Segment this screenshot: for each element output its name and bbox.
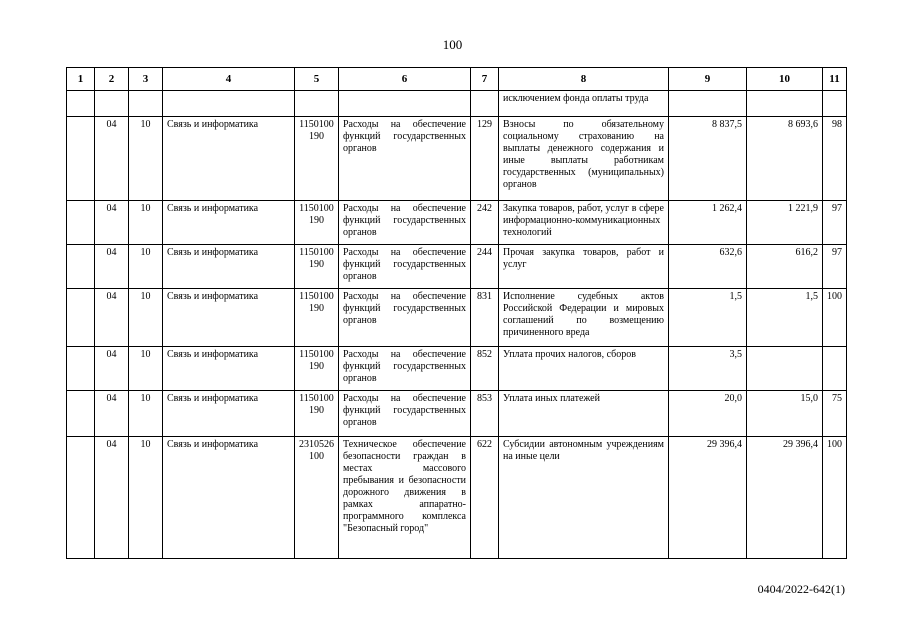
table-cell-col-1 xyxy=(67,201,95,245)
table-cell-col-10: 29 396,4 xyxy=(747,437,823,559)
header-col-9: 9 xyxy=(669,68,747,91)
header-col-4: 4 xyxy=(163,68,295,91)
table-cell-col-10: 15,0 xyxy=(747,391,823,437)
table-cell-col-5: 1150100190 xyxy=(295,391,339,437)
table-cell-col-2: 04 xyxy=(95,347,129,391)
table-cell-col-10 xyxy=(747,91,823,117)
table-cell-col-10: 1,5 xyxy=(747,289,823,347)
table-cell-col-4: Связь и информатика xyxy=(163,201,295,245)
table-cell-col-9: 8 837,5 xyxy=(669,117,747,201)
table-cell-col-4: Связь и информатика xyxy=(163,391,295,437)
table-cell-col-10: 616,2 xyxy=(747,245,823,289)
table-cell-col-7: 622 xyxy=(471,437,499,559)
table-cell-col-8: исключением фонда оплаты труда xyxy=(499,91,669,117)
table-body xyxy=(67,91,847,559)
table-cell-col-10: 8 693,6 xyxy=(747,117,823,201)
table-cell-col-1 xyxy=(67,91,95,117)
table-cell-col-11: 100 xyxy=(823,437,847,559)
table-cell-col-11: 98 xyxy=(823,117,847,201)
table-cell-col-7: 242 xyxy=(471,201,499,245)
table-cell-col-8: Закупка товаров, работ, услуг в сфере информационно-коммуникационных технологий xyxy=(499,201,669,245)
header-col-8: 8 xyxy=(499,68,669,91)
header-col-1: 1 xyxy=(67,68,95,91)
table-cell-col-9: 1 262,4 xyxy=(669,201,747,245)
table-cell-col-1 xyxy=(67,437,95,559)
table-cell-col-8: Уплата прочих налогов, сборов xyxy=(499,347,669,391)
table-cell-col-2: 04 xyxy=(95,391,129,437)
table-cell-col-11 xyxy=(823,347,847,391)
table-cell-col-9: 29 396,4 xyxy=(669,437,747,559)
document-code: 0404/2022-642(1) xyxy=(757,582,845,596)
table-cell-col-5: 1150100190 xyxy=(295,289,339,347)
table-cell-col-5: 1150100190 xyxy=(295,245,339,289)
table-cell-col-6: Расходы на обеспечение функций государственных органов xyxy=(339,289,471,347)
header-col-3: 3 xyxy=(129,68,163,91)
table-cell-col-11: 97 xyxy=(823,201,847,245)
table-cell-col-10 xyxy=(747,347,823,391)
table-row xyxy=(67,437,847,559)
table-row xyxy=(67,201,847,245)
table-cell-col-7: 853 xyxy=(471,391,499,437)
table-cell-col-3: 10 xyxy=(129,117,163,201)
table-cell-col-5 xyxy=(295,91,339,117)
page-number: 100 xyxy=(442,37,463,52)
table-row xyxy=(67,91,847,117)
table-cell-col-6: Расходы на обеспечение функций государственных органов xyxy=(339,245,471,289)
table-cell-col-8: Взносы по обязательному социальному страхованию на выплаты денежного содержания и иные выплаты работникам государственных (муниципальных) органов xyxy=(499,117,669,201)
table-cell-col-1 xyxy=(67,245,95,289)
table-cell-col-6: Техническое обеспечение безопасности граждан в местах массового пребывания и безопасности дорожного движения в рамках аппаратно-программного комплекса "Безопасный город" xyxy=(339,437,471,559)
table-cell-col-8: Уплата иных платежей xyxy=(499,391,669,437)
table-cell-col-8: Субсидии автономным учреждениям на иные цели xyxy=(499,437,669,559)
table-cell-col-11: 75 xyxy=(823,391,847,437)
table-cell-col-11: 100 xyxy=(823,289,847,347)
header-row xyxy=(67,68,847,91)
table-cell-col-5: 2310526100 xyxy=(295,437,339,559)
table-cell-col-4: Связь и информатика xyxy=(163,437,295,559)
table-cell-col-3: 10 xyxy=(129,347,163,391)
table-cell-col-9 xyxy=(669,91,747,117)
table-cell-col-4 xyxy=(163,91,295,117)
table-cell-col-2: 04 xyxy=(95,117,129,201)
table-cell-col-10: 1 221,9 xyxy=(747,201,823,245)
table-cell-col-2: 04 xyxy=(95,245,129,289)
table-cell-col-6 xyxy=(339,91,471,117)
header-col-5: 5 xyxy=(295,68,339,91)
table-row xyxy=(67,289,847,347)
table-cell-col-9: 3,5 xyxy=(669,347,747,391)
table-cell-col-3: 10 xyxy=(129,391,163,437)
table-row xyxy=(67,391,847,437)
table-row xyxy=(67,245,847,289)
table-row xyxy=(67,347,847,391)
table-cell-col-1 xyxy=(67,391,95,437)
table-cell-col-5: 1150100190 xyxy=(295,347,339,391)
table-cell-col-4: Связь и информатика xyxy=(163,289,295,347)
table-cell-col-3: 10 xyxy=(129,289,163,347)
table-cell-col-4: Связь и информатика xyxy=(163,347,295,391)
table-cell-col-6: Расходы на обеспечение функций государственных органов xyxy=(339,391,471,437)
table-cell-col-3: 10 xyxy=(129,437,163,559)
table-cell-col-8: Прочая закупка товаров, работ и услуг xyxy=(499,245,669,289)
table-cell-col-2: 04 xyxy=(95,289,129,347)
table-cell-col-1 xyxy=(67,289,95,347)
header-col-10: 10 xyxy=(747,68,823,91)
table-cell-col-6: Расходы на обеспечение функций государственных органов xyxy=(339,347,471,391)
table-cell-col-9: 20,0 xyxy=(669,391,747,437)
table-cell-col-3: 10 xyxy=(129,245,163,289)
table-cell-col-5: 1150100190 xyxy=(295,117,339,201)
header-col-7: 7 xyxy=(471,68,499,91)
table-cell-col-7: 129 xyxy=(471,117,499,201)
table-cell-col-4: Связь и информатика xyxy=(163,117,295,201)
table-cell-col-2 xyxy=(95,91,129,117)
table-cell-col-1 xyxy=(67,347,95,391)
table-cell-col-4: Связь и информатика xyxy=(163,245,295,289)
table-row xyxy=(67,117,847,201)
table-cell-col-2: 04 xyxy=(95,201,129,245)
table-cell-col-6: Расходы на обеспечение функций государственных органов xyxy=(339,117,471,201)
table-cell-col-3: 10 xyxy=(129,201,163,245)
table-cell-col-6: Расходы на обеспечение функций государственных органов xyxy=(339,201,471,245)
table-cell-col-7: 831 xyxy=(471,289,499,347)
table-cell-col-2: 04 xyxy=(95,437,129,559)
budget-table xyxy=(66,67,847,559)
header-col-2: 2 xyxy=(95,68,129,91)
header-col-11: 11 xyxy=(823,68,847,91)
table-cell-col-11: 97 xyxy=(823,245,847,289)
table-cell-col-3 xyxy=(129,91,163,117)
table-cell-col-7 xyxy=(471,91,499,117)
table-cell-col-9: 1,5 xyxy=(669,289,747,347)
table-cell-col-7: 852 xyxy=(471,347,499,391)
header-col-6: 6 xyxy=(339,68,471,91)
table-cell-col-9: 632,6 xyxy=(669,245,747,289)
table-cell-col-1 xyxy=(67,117,95,201)
table-cell-col-8: Исполнение судебных актов Российской Федерации и мировых соглашений по возмещению причиненного вреда xyxy=(499,289,669,347)
table-cell-col-11 xyxy=(823,91,847,117)
table-cell-col-7: 244 xyxy=(471,245,499,289)
table-cell-col-5: 1150100190 xyxy=(295,201,339,245)
